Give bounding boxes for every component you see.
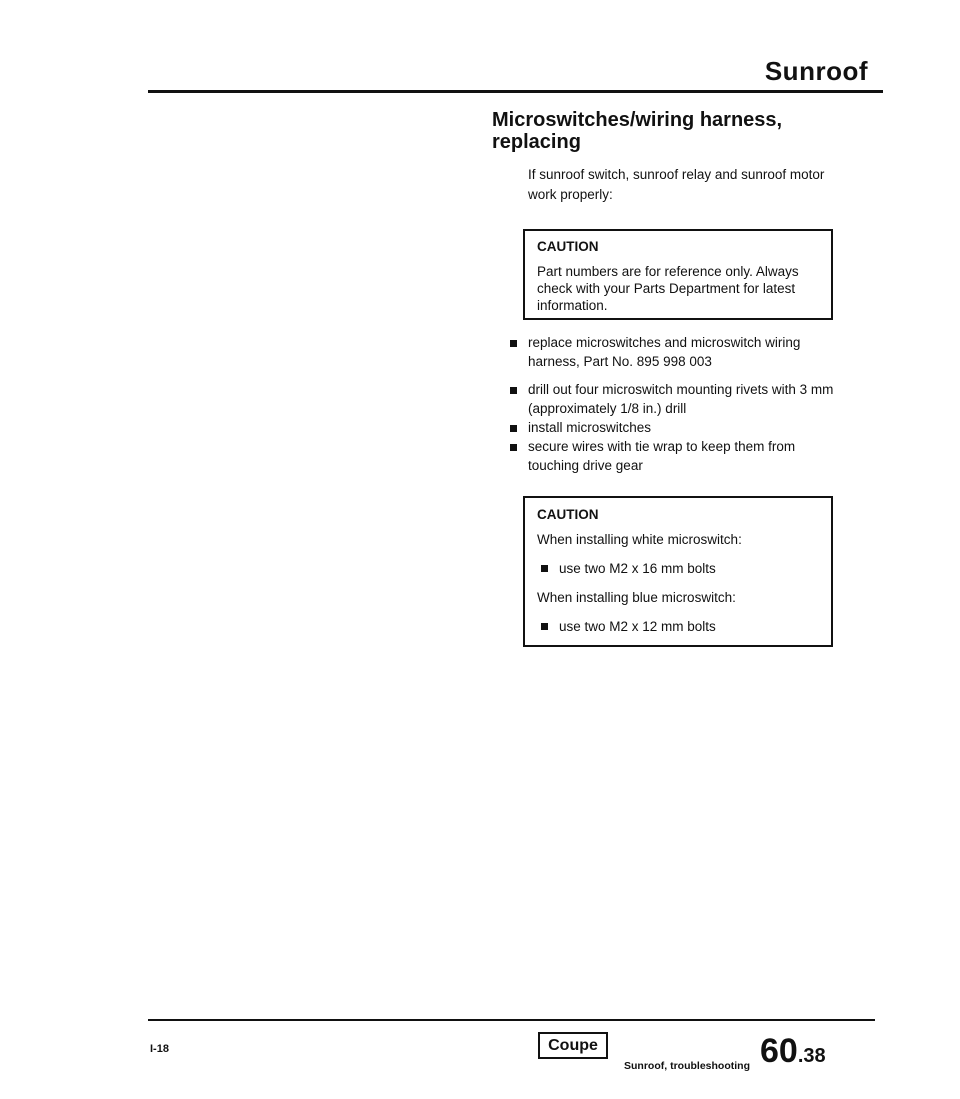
repair-group-code — [760, 1032, 826, 1071]
caution-heading: CAUTION — [537, 239, 599, 254]
step-item: install microswitches — [509, 418, 839, 437]
caution-bullet-white-bolts: use two M2 x 16 mm bolts — [537, 560, 819, 577]
step-item: drill out four microswitch mounting rivets with 3 mm (approximately 1/8 in.) drill — [509, 380, 839, 418]
footer-subject: Sunroof, troubleshooting — [624, 1060, 750, 1072]
header-rule — [148, 90, 883, 93]
caution-box-bolts — [523, 496, 833, 647]
step-item: secure wires with tie wrap to keep them from touching drive gear — [509, 437, 839, 475]
footer-rule — [148, 1019, 875, 1021]
caution-heading: CAUTION — [537, 507, 599, 522]
section-title: Microswitches/wiring harness, replacing — [492, 109, 783, 153]
caution-line-white: When installing white microswitch: — [537, 532, 742, 547]
intro-text: If sunroof switch, sunroof relay and sunroof motor work properly: — [528, 167, 825, 202]
repair-group-minor: .38 — [797, 1045, 826, 1067]
step-item: replace microswitches and microswitch wiring harness, Part No. 895 998 003 — [509, 333, 839, 371]
caution-body: Part numbers are for reference only. Always check with your Parts Department for latest information. — [537, 264, 799, 313]
caution-bullet-blue-bolts: use two M2 x 12 mm bolts — [537, 618, 819, 635]
caution-line-blue: When installing blue microswitch: — [537, 590, 736, 605]
model-badge: Coupe — [538, 1032, 608, 1059]
caution-box-part-numbers — [523, 229, 833, 320]
page-number: I-18 — [150, 1043, 169, 1055]
procedure-steps — [509, 333, 839, 475]
repair-group-major: 60 — [760, 1032, 798, 1070]
header-title: Sunroof — [764, 56, 868, 86]
